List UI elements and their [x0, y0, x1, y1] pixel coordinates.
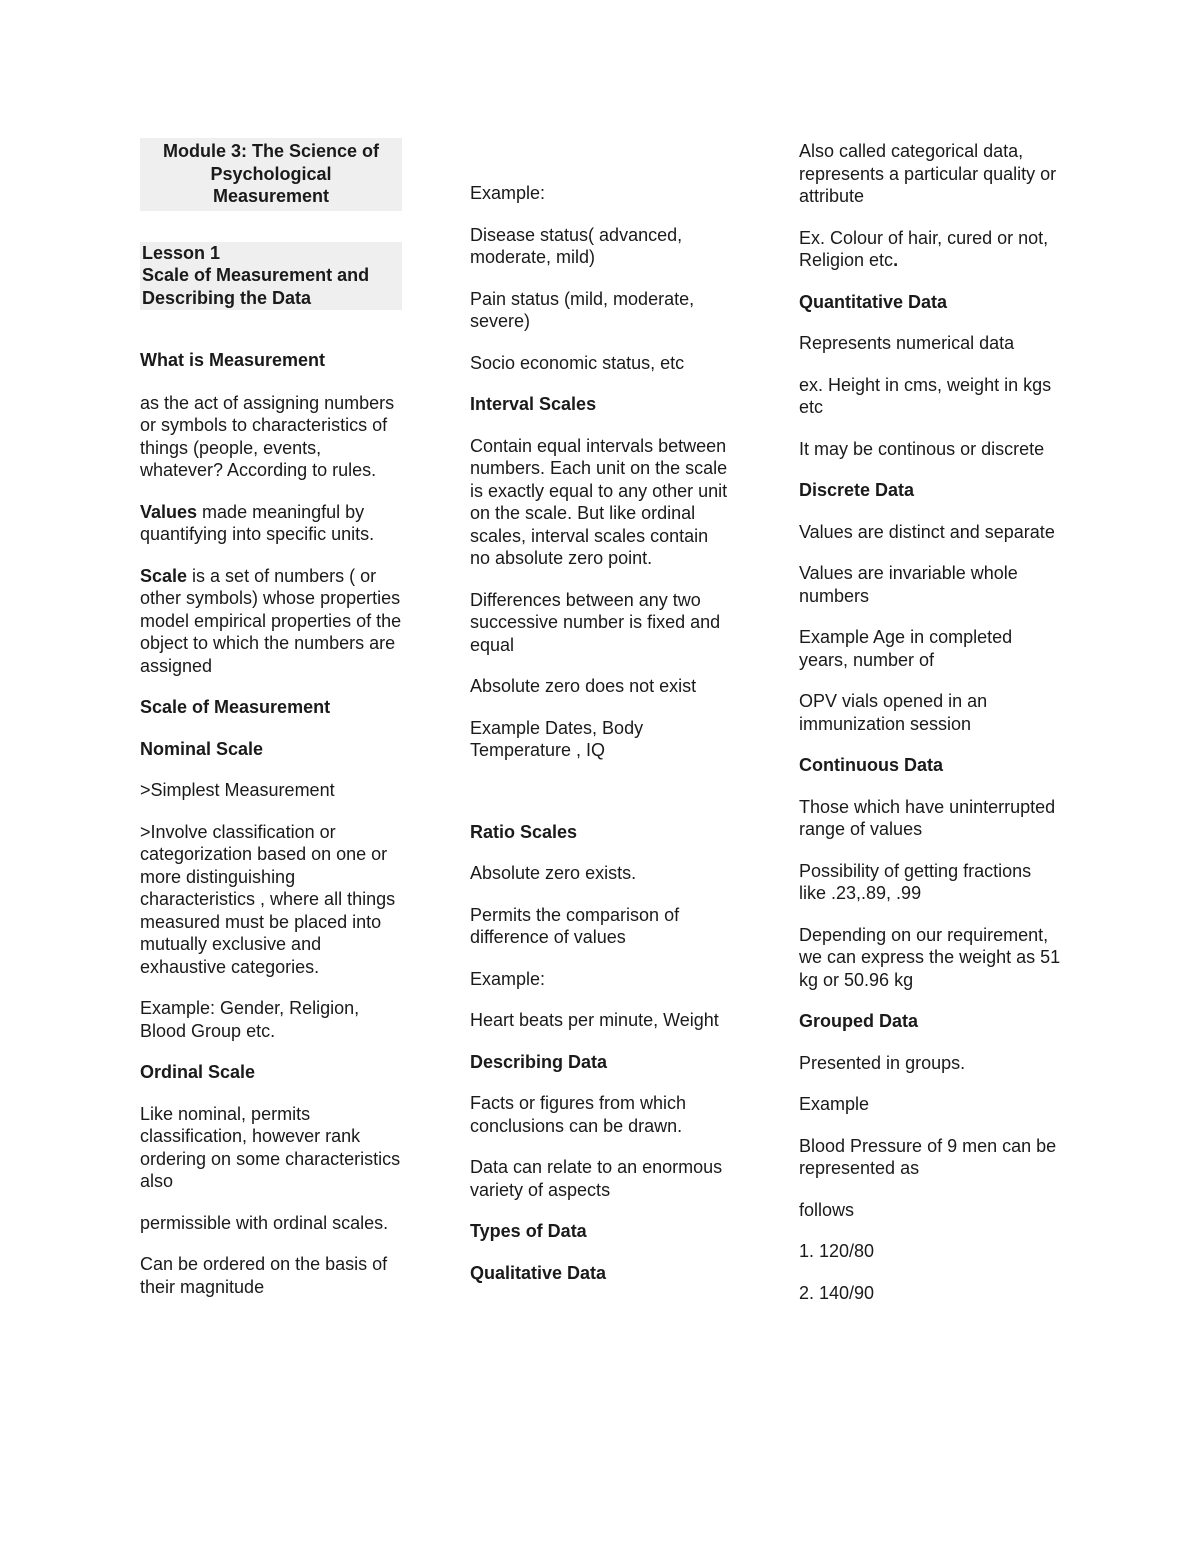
column-3 — [799, 140, 1061, 1323]
paragraph: Depending on our requirement, we can express the weight as 51 kg or 50.96 kg — [799, 924, 1061, 990]
paragraph: Data can relate to an enormous variety of aspects — [470, 1157, 723, 1200]
heading-interval-scales: Interval Scales — [470, 394, 597, 414]
column-1 — [140, 138, 402, 1317]
paragraph: as the act of assigning numbers or symbols to characteristics of things (people, events, whatever? According to rules. — [140, 392, 395, 480]
lesson-title: Lesson 1 Scale of Measurement and Describing the Data — [140, 242, 402, 311]
heading-describing-data: Describing Data — [470, 1051, 608, 1072]
paragraph: Presented in groups. — [799, 1052, 966, 1073]
paragraph: Example: Gender, Religion, Blood Group etc. — [140, 998, 360, 1041]
heading-ordinal-scale: Ordinal Scale — [140, 1062, 256, 1082]
list-item: 1. 120/80 — [799, 1241, 875, 1261]
paragraph: Blood Pressure of 9 men can be represented as — [799, 1135, 1057, 1178]
column-2 — [470, 182, 732, 1303]
paragraph: >Simplest Measurement — [140, 780, 335, 800]
paragraph: ex. Height in cms, weight in kgs etc — [799, 374, 1052, 417]
paragraph: Example Dates, Body Temperature , IQ — [470, 717, 644, 760]
heading-types-of-data: Types of Data — [470, 1221, 587, 1241]
paragraph: Possibility of getting fractions like .23,.89, .99 — [799, 860, 1032, 903]
list-item: 2. 140/90 — [799, 1282, 875, 1303]
paragraph: Scale is a set of numbers ( or other symbols) whose properties model empirical properties of the object to which the numbers are assigned — [140, 565, 402, 676]
paragraph: Example: — [470, 968, 546, 989]
paragraph: Ex. Colour of hair, cured or not, Religion etc. — [799, 227, 1049, 270]
paragraph: Those which have uninterrupted range of values — [799, 796, 1056, 839]
paragraph: Represents numerical data — [799, 333, 1015, 353]
heading-continuous-data: Continuous Data — [799, 755, 943, 775]
heading-quantitative-data: Quantitative Data — [799, 291, 948, 312]
heading-scale-of-measurement: Scale of Measurement — [140, 697, 331, 717]
module-title: Module 3: The Science of Psychological Measurement — [140, 138, 402, 211]
paragraph: Can be ordered on the basis of their magnitude — [140, 1254, 388, 1297]
heading-qualitative-data: Qualitative Data — [470, 1262, 607, 1283]
paragraph: Absolute zero exists. — [470, 863, 637, 883]
heading-nominal-scale: Nominal Scale — [140, 738, 264, 759]
paragraph: Example Age in completed years, number of — [799, 627, 1013, 670]
paragraph: Disease status( advanced, moderate, mild) — [470, 224, 683, 267]
paragraph: Differences between any two successive number is fixed and equal — [470, 589, 721, 655]
paragraph: Permits the comparison of difference of values — [470, 904, 680, 947]
paragraph: Pain status (mild, moderate, severe) — [470, 288, 695, 331]
paragraph: Example — [799, 1094, 870, 1114]
heading-ratio-scales: Ratio Scales — [470, 821, 578, 842]
paragraph: Contain equal intervals between numbers. Each unit on the scale is exactly equal to any other unit on the scale. But like ordinal scales, interval scales contain no absolute zero point. — [470, 435, 728, 568]
heading-what-is-measurement: What is Measurement — [140, 350, 326, 370]
paragraph: It may be continous or discrete — [799, 438, 1045, 459]
paragraph: Values are invariable whole numbers — [799, 563, 1018, 606]
heading-grouped-data: Grouped Data — [799, 1011, 919, 1031]
paragraph: Also called categorical data, represents a particular quality or attribute — [799, 141, 1057, 206]
paragraph: >Involve classification or categorization based on one or more distinguishing characteristics , where all things measured must be placed into mutually exclusive and exhaustive categories. — [140, 821, 396, 977]
paragraph: Socio economic status, etc — [470, 352, 685, 373]
paragraph: permissible with ordinal scales. — [140, 1212, 389, 1233]
paragraph: OPV vials opened in an immunization session — [799, 691, 988, 734]
paragraph: follows — [799, 1199, 855, 1220]
paragraph: Like nominal, permits classification, however rank ordering on some characteristics also — [140, 1103, 401, 1191]
paragraph: Example: — [470, 183, 546, 203]
heading-discrete-data: Discrete Data — [799, 480, 915, 500]
paragraph: Values made meaningful by quantifying into specific units. — [140, 501, 375, 544]
paragraph: Heart beats per minute, Weight — [470, 1010, 719, 1030]
paragraph: Facts or figures from which conclusions can be drawn. — [470, 1093, 687, 1136]
paragraph: Absolute zero does not exist — [470, 676, 697, 696]
paragraph: Values are distinct and separate — [799, 521, 1055, 542]
